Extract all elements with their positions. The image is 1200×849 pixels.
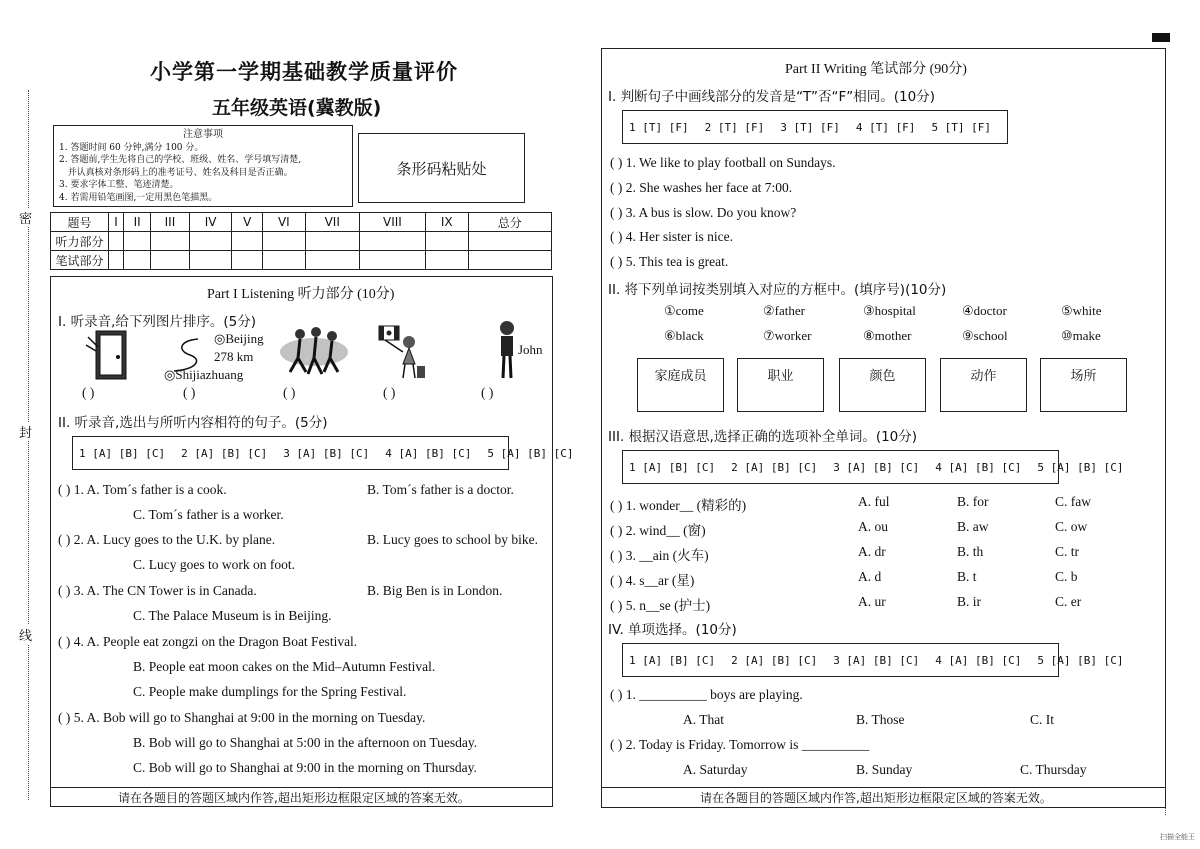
note-line: 并认真核对条形码上的准考证号、姓名及科目是否正确。 xyxy=(59,167,293,178)
category-box-jobs[interactable]: 职业 xyxy=(737,358,824,412)
score-cell[interactable] xyxy=(305,232,359,251)
part2-title: Part II Writing 笔试部分 (90分) xyxy=(785,62,967,77)
listening-option-c: C. The Palace Museum is in Beijing. xyxy=(133,608,332,623)
exam-title: 小学第一学期基础教学质量评价 xyxy=(150,60,458,84)
notes-title: 注意事项 xyxy=(183,129,223,140)
choice-question: ( ) 2. Today is Friday. Tomorrow is __________ xyxy=(610,737,870,752)
picture-order-blank[interactable]: ( ) xyxy=(383,385,396,400)
answer-bubble-group[interactable]: 2 [A] [B] [C] xyxy=(181,446,268,460)
score-cell[interactable] xyxy=(189,251,232,270)
listening-option-c: C. Lucy goes to work on foot. xyxy=(133,557,295,572)
listening-option-c: C. Bob will go to Shanghai at 9:00 in the morning on Thursday. xyxy=(133,760,477,775)
writing-section3-title: III. 根据汉语意思,选择正确的选项补全单词。(10分) xyxy=(608,429,918,445)
score-table xyxy=(50,212,552,270)
spelling-option-b: B. for xyxy=(957,494,989,509)
spelling-option-c: C. er xyxy=(1055,594,1082,609)
listening-option-b: B. People eat moon cakes on the Mid–Autumn Festival. xyxy=(133,659,436,674)
pronunciation-question: ( ) 3. A bus is slow. Do you know? xyxy=(610,205,797,220)
word-option: ⑨school xyxy=(962,328,1008,343)
score-header-cell: 总分 xyxy=(468,213,551,232)
choice-option-b: B. Sunday xyxy=(856,762,913,777)
answer-bubble-group[interactable]: 5 [T] [F] xyxy=(931,120,992,134)
score-cell[interactable] xyxy=(468,232,551,251)
listening-question: ( ) 4. A. People eat zongzi on the Dragon Boat Festival. xyxy=(58,634,358,649)
listening-section2-title: II. 听录音,选出与所听内容相符的句子。(5分) xyxy=(58,415,328,431)
choice-option-c: C. It xyxy=(1030,712,1055,727)
writing-section2-title: II. 将下列单词按类别填入对应的方框中。(填序号)(10分) xyxy=(608,282,947,298)
spelling-option-a: A. ur xyxy=(858,594,886,609)
pronunciation-question: ( ) 2. She washes her face at 7:00. xyxy=(610,180,793,195)
map-beijing: ◎Beijing xyxy=(214,331,264,346)
choice-option-a: A. Saturday xyxy=(683,762,748,777)
answer-bubble-group[interactable]: 3 [A] [B] [C] xyxy=(283,446,370,460)
notes-box xyxy=(53,125,353,207)
spelling-question: ( ) 5. n__se (护士) xyxy=(610,598,711,613)
score-cell[interactable] xyxy=(109,232,124,251)
listening-option-b: B. Tom´s father is a doctor. xyxy=(367,482,514,497)
answer-bubble-group[interactable]: 5 [A] [B] [C] xyxy=(487,446,574,460)
exam-subtitle: 五年级英语(冀教版) xyxy=(212,97,382,119)
answer-bubble-group[interactable]: 4 [T] [F] xyxy=(855,120,916,134)
john-picture xyxy=(496,318,518,382)
category-box-actions[interactable]: 动作 xyxy=(940,358,1027,412)
listening-question: ( ) 3. A. The CN Tower is in Canada. xyxy=(58,583,257,598)
word-option: ①come xyxy=(664,303,704,318)
answer-bubble-group[interactable]: 3 [T] [F] xyxy=(780,120,840,134)
listening-option-b: B. Bob will go to Shanghai at 5:00 in the afternoon on Tuesday. xyxy=(133,735,478,750)
spelling-option-c: C. b xyxy=(1055,569,1078,584)
map-distance: 278 km xyxy=(214,349,254,364)
score-cell[interactable] xyxy=(305,251,359,270)
girl-with-flag-picture xyxy=(375,322,430,382)
score-row-label: 笔试部分 xyxy=(51,251,109,270)
seal-line xyxy=(28,90,29,800)
choice-question: ( ) 1. __________ boys are playing. xyxy=(610,687,803,702)
watermark-text: 扫描全能王 xyxy=(1160,833,1195,841)
word-option: ⑩make xyxy=(1061,328,1101,343)
score-cell[interactable] xyxy=(232,232,263,251)
spelling-option-b: B. aw xyxy=(957,519,989,534)
answer-bubble-group[interactable]: 1 [A] [B] [C] xyxy=(629,460,716,474)
word-option: ⑦worker xyxy=(763,328,812,343)
map-shijiazhuang: ◎Shijiazhuang xyxy=(164,367,244,382)
word-option: ⑥black xyxy=(664,328,704,343)
spelling-option-c: C. ow xyxy=(1055,519,1088,534)
spelling-option-a: A. d xyxy=(858,569,882,584)
answer-bubble-group[interactable]: 5 [A] [B] [C] xyxy=(1037,653,1124,667)
answer-bubble-group[interactable]: 1 [T] [F] xyxy=(629,120,689,134)
spelling-question: ( ) 2. wind__ (窗) xyxy=(610,523,706,538)
note-line: 2. 答题前,学生先将自己的学校、班级、姓名、学号填写清楚, xyxy=(59,155,302,165)
pronunciation-question: ( ) 1. We like to play football on Sundays. xyxy=(610,155,836,170)
choice-option-b: B. Those xyxy=(856,712,905,727)
barcode-area: 条形码粘贴处 xyxy=(358,133,525,203)
picture-order-blank[interactable]: ( ) xyxy=(183,385,196,400)
category-box-family[interactable]: 家庭成员 xyxy=(637,358,724,412)
spelling-option-a: A. ful xyxy=(858,494,890,509)
pronunciation-question: ( ) 4. Her sister is nice. xyxy=(610,229,733,244)
answer-bubble-group[interactable]: 4 [A] [B] [C] xyxy=(385,446,472,460)
score-row-label: 听力部分 xyxy=(51,232,109,251)
writing-section1-title: I. 判断句子中画线部分的发音是“T”否“F”相同。(10分) xyxy=(608,89,935,105)
score-cell[interactable] xyxy=(151,251,190,270)
answer-bubble-group[interactable]: 2 [T] [F] xyxy=(704,120,765,134)
part1-title: Part I Listening 听力部分 (10分) xyxy=(207,287,395,302)
word-option: ⑤white xyxy=(1061,303,1102,318)
spelling-option-a: A. ou xyxy=(858,519,888,534)
score-header-cell: I xyxy=(109,213,124,232)
answer-bubble-group[interactable]: 2 [A] [B] [C] xyxy=(731,653,818,667)
score-header-cell: VII xyxy=(305,213,359,232)
listening-question: ( ) 5. A. Bob will go to Shanghai at 9:00 in the morning on Tuesday. xyxy=(58,710,426,725)
seal-char-xian: 线 xyxy=(19,625,32,644)
pronunciation-question: ( ) 5. This tea is great. xyxy=(610,254,729,269)
score-cell[interactable] xyxy=(124,251,151,270)
category-box-places[interactable]: 场所 xyxy=(1040,358,1127,412)
seal-char-feng: 封 xyxy=(19,422,32,441)
answer-bubble-group[interactable]: 5 [A] [B] [C] xyxy=(1037,460,1124,474)
note-line: 3. 要求字体工整、笔迹清楚。 xyxy=(59,180,179,190)
word-option: ⑧mother xyxy=(863,328,912,343)
score-header-cell: II xyxy=(124,213,151,232)
spelling-question: ( ) 3. __ain (火车) xyxy=(610,548,709,563)
listening-option-b: B. Lucy goes to school by bike. xyxy=(367,532,538,547)
listening-section1-title: I. 听录音,给下列图片排序。(5分) xyxy=(58,314,256,330)
choice-option-a: A. That xyxy=(683,712,724,727)
spelling-option-c: C. faw xyxy=(1055,494,1091,509)
score-header-cell: IV xyxy=(189,213,232,232)
answer-bubble-group[interactable]: 4 [A] [B] [C] xyxy=(935,460,1022,474)
writing-section4-title: IV. 单项选择。(10分) xyxy=(608,622,737,638)
word-option: ③hospital xyxy=(863,303,916,318)
listening-footer-note: 请在各题目的答题区域内作答,超出矩形边框限定区域的答案无效。 xyxy=(118,791,470,805)
listening-option-c: C. Tom´s father is a worker. xyxy=(133,507,284,522)
listening-question: ( ) 1. A. Tom´s father is a cook. xyxy=(58,482,227,497)
answer-bubble-group[interactable]: 3 [A] [B] [C] xyxy=(833,653,920,667)
score-row xyxy=(51,251,552,270)
spelling-option-b: B. ir xyxy=(957,594,982,609)
john-label: John xyxy=(518,342,543,357)
writing-footer-divider xyxy=(601,787,1166,788)
seal-char-mi: 密 xyxy=(19,208,32,227)
spelling-option-c: C. tr xyxy=(1055,544,1080,559)
picture-order-blank[interactable]: ( ) xyxy=(283,385,296,400)
score-cell[interactable] xyxy=(425,251,468,270)
listening-option-b: B. Big Ben is in London. xyxy=(367,583,503,598)
category-box-colors[interactable]: 颜色 xyxy=(839,358,926,412)
score-header-cell: V xyxy=(232,213,263,232)
score-cell[interactable] xyxy=(232,251,263,270)
listening-question: ( ) 2. A. Lucy goes to the U.K. by plane. xyxy=(58,532,276,547)
answer-bubble-group[interactable]: 3 [A] [B] [C] xyxy=(833,460,920,474)
score-header-cell: VIII xyxy=(359,213,425,232)
score-cell[interactable] xyxy=(359,251,425,270)
score-cell[interactable] xyxy=(425,232,468,251)
running-people-picture xyxy=(278,326,350,378)
writing-s4-answer-strip xyxy=(622,643,1124,677)
spelling-question: ( ) 4. s__ar (星) xyxy=(610,573,695,588)
word-option: ②father xyxy=(763,303,805,318)
word-option: ④doctor xyxy=(962,303,1007,318)
answer-bubble-group[interactable]: 1 [A] [B] [C] xyxy=(79,446,166,460)
listening-answer-strip xyxy=(72,436,574,470)
score-cell[interactable] xyxy=(109,251,124,270)
spelling-option-b: B. th xyxy=(957,544,984,559)
note-line: 4. 若需用铅笔画图,一定用黑色笔描黑。 xyxy=(59,192,218,203)
choice-option-c: C. Thursday xyxy=(1020,762,1087,777)
writing-footer-note: 请在各题目的答题区域内作答,超出矩形边框限定区域的答案无效。 xyxy=(700,791,1052,805)
score-cell[interactable] xyxy=(189,232,232,251)
writing-s1-answer-strip xyxy=(622,110,1008,144)
score-header-cell: III xyxy=(151,213,190,232)
score-cell[interactable] xyxy=(263,251,306,270)
score-cell[interactable] xyxy=(263,232,306,251)
score-cell[interactable] xyxy=(468,251,551,270)
spelling-question: ( ) 1. wonder__ (精彩的) xyxy=(610,498,747,513)
picture-order-blank[interactable]: ( ) xyxy=(481,385,494,400)
listening-option-c: C. People make dumplings for the Spring Festival. xyxy=(133,684,407,699)
picture-order-blank[interactable]: ( ) xyxy=(82,385,95,400)
answer-bubble-group[interactable]: 2 [A] [B] [C] xyxy=(731,460,818,474)
score-header-row xyxy=(51,213,552,232)
spelling-option-a: A. dr xyxy=(858,544,886,559)
score-row xyxy=(51,232,552,251)
score-header-cell: IX xyxy=(425,213,468,232)
score-header-cell: VI xyxy=(263,213,306,232)
answer-bubble-group[interactable]: 4 [A] [B] [C] xyxy=(935,653,1022,667)
note-line: 1. 答题时间 60 分钟,满分 100 分。 xyxy=(59,142,204,153)
score-cell[interactable] xyxy=(151,232,190,251)
writing-s3-answer-strip xyxy=(622,450,1124,484)
answer-bubble-group[interactable]: 1 [A] [B] [C] xyxy=(629,653,716,667)
spelling-option-b: B. t xyxy=(957,569,977,584)
score-cell[interactable] xyxy=(124,232,151,251)
door-picture xyxy=(84,327,136,383)
score-header-cell: 题号 xyxy=(51,213,109,232)
listening-footer-divider xyxy=(50,787,553,788)
corner-mark xyxy=(1152,33,1170,42)
score-cell[interactable] xyxy=(359,232,425,251)
